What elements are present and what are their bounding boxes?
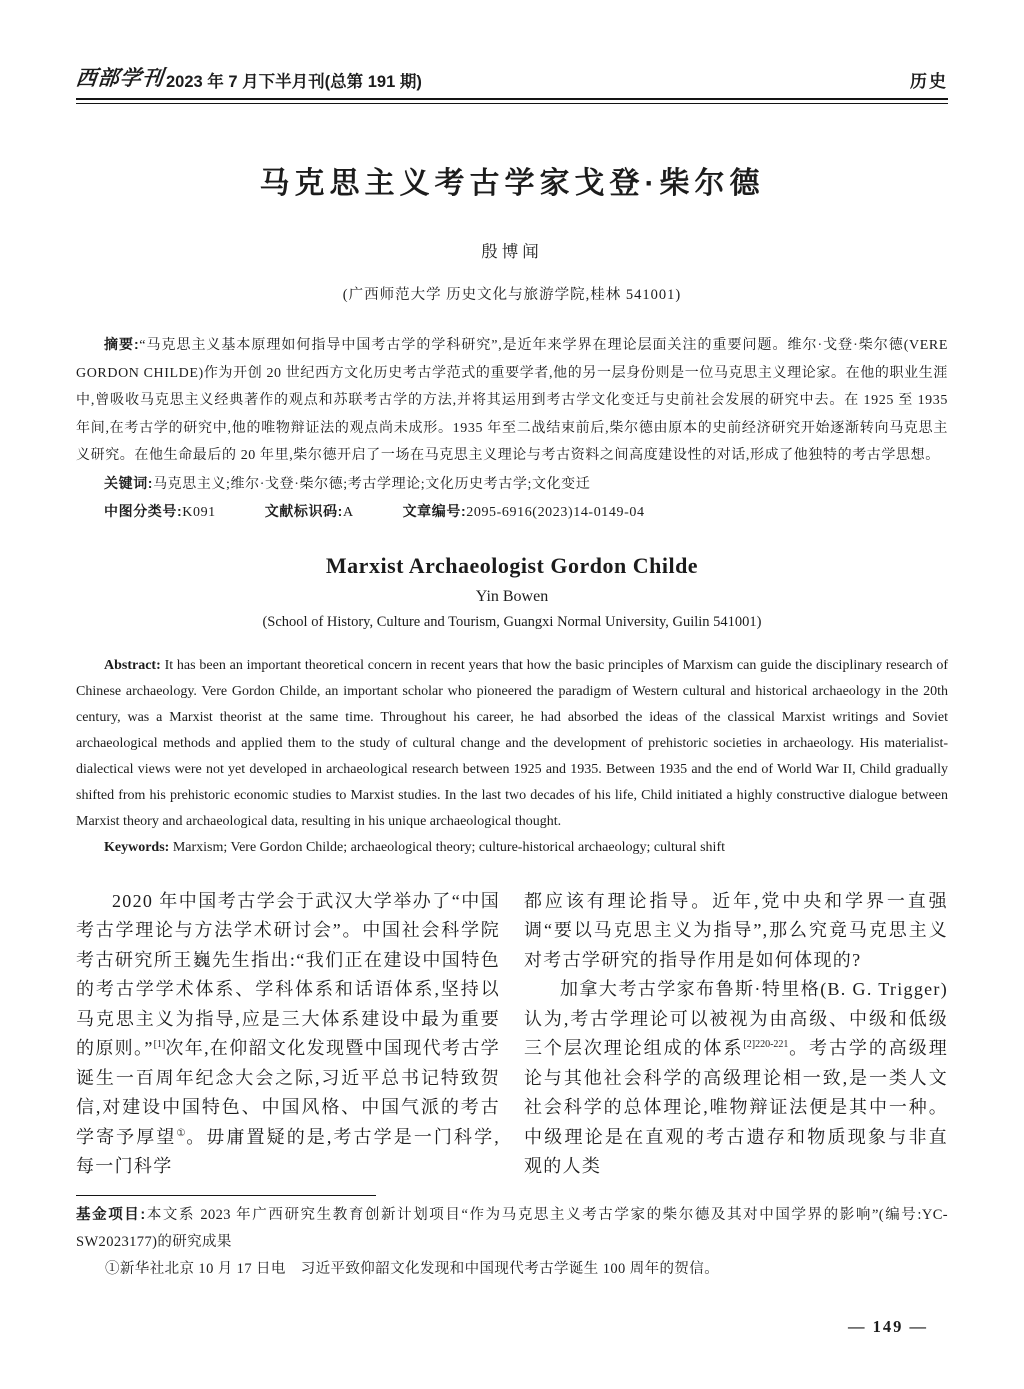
article-id-value: 2095-6916(2023)14-0149-04 bbox=[466, 505, 645, 520]
clc-label: 中图分类号: bbox=[104, 503, 183, 519]
footnote-text-block bbox=[76, 1202, 948, 1283]
abstract-paragraph bbox=[76, 331, 948, 470]
english-keywords-text: Marxism; Vere Gordon Childe; archaeological theory; culture-historical archaeology; cultural shift bbox=[172, 839, 726, 855]
english-author: Yin Bowen bbox=[475, 587, 549, 605]
keywords-line bbox=[76, 470, 948, 499]
journal-logo: 西部学刊 bbox=[74, 66, 166, 90]
clc-value: K091 bbox=[182, 505, 216, 520]
fund-text: 本文系 2023 年广西研究生教育创新计划项目“作为马克思主义考古学家的柴尔德及其对中国学界的影响”(编号:YC-SW2023177)的研究成果 bbox=[76, 1206, 948, 1250]
footnote-separator bbox=[76, 1195, 376, 1196]
body-column-right bbox=[524, 887, 948, 1182]
page-number: — 149 — bbox=[848, 1317, 928, 1336]
body-columns bbox=[76, 887, 948, 1182]
doc-code-label: 文献标识码: bbox=[264, 503, 343, 519]
body-column-left bbox=[76, 887, 500, 1182]
keywords-text: 马克思主义;维尔·戈登·柴尔德;考古学理论;文化历史考古学;文化变迁 bbox=[153, 476, 591, 492]
english-title: Marxist Archaeologist Gordon Childe bbox=[325, 552, 699, 578]
header-left bbox=[76, 62, 422, 92]
doc-code-value: A bbox=[342, 505, 354, 520]
article-id-label: 文章编号: bbox=[402, 503, 467, 519]
english-abstract-paragraph bbox=[76, 653, 948, 835]
keywords-label: 关键词: bbox=[104, 474, 154, 491]
header-rule-thick bbox=[76, 98, 948, 100]
body-paragraph: 都应该有理论指导。近年,党中央和学界一直强调“要以马克思主义为指导”,那么究竟马克思主义对考古学研究的指导作用是如何体现的? bbox=[524, 890, 948, 970]
english-keywords-label: Keywords: bbox=[104, 839, 170, 855]
footnote-1: ①新华社北京 10 月 17 日电 习近平致仰韶文化发现和中国现代考古学诞生 100 周年的贺信。 bbox=[105, 1260, 720, 1277]
journal-issue-info: 2023 年 7 月下半月刊(总第 191 期) bbox=[166, 73, 422, 91]
article-author: 殷博闻 bbox=[481, 242, 543, 261]
page-header bbox=[76, 62, 948, 92]
clc-item bbox=[104, 505, 216, 520]
footnote-area bbox=[76, 1195, 948, 1283]
english-affiliation: (School of History, Culture and Tourism, Guangxi Normal University, Guilin 541001) bbox=[262, 613, 762, 630]
english-abstract-label: Abstract: bbox=[104, 657, 161, 673]
header-rule-thin bbox=[76, 103, 948, 104]
english-abstract-block bbox=[76, 653, 948, 861]
fund-label: 基金项目: bbox=[76, 1206, 146, 1223]
section-label: 历史 bbox=[910, 72, 948, 91]
doc-code-item bbox=[265, 505, 354, 520]
abstract-text: “马克思主义基本原理如何指导中国考古学的学科研究”,是近年来学界在理论层面关注的重要问题。维尔·戈登·柴尔德(VERE GORDON CHILDE)作为开创 20 世纪西方文化历史考古学范式的重要学者,他的另一层身份则是一位马克思主义理论家。在他的职业生涯中,曾吸收马克思主义经典著作的观点和苏联考古学的方法,并将其运用到考古学文化变迁与史前社会发展的研究中去。在 1925 至 1935 年间,在考古学的研究中,他的唯物辩证法的观点尚未成形。1935 年至二战结束前后,柴尔德由原本的史前经济研究开始逐渐转向马克思主义研究。在他生命最后的 20 年里,柴尔德开启了一场在马克思主义理论与考古资料之间高度建设性的对话,形成了他独特的考古学思想。 bbox=[76, 338, 948, 463]
english-keywords-line bbox=[76, 835, 948, 861]
classification-line bbox=[76, 498, 948, 527]
article-title: 马克思主义考古学家戈登·柴尔德 bbox=[259, 167, 765, 200]
article-id-item bbox=[403, 505, 645, 520]
article-affiliation: (广西师范大学 历史文化与旅游学院,桂林 541001) bbox=[342, 287, 682, 303]
abstract-label: 摘要: bbox=[104, 336, 140, 352]
chinese-abstract-block bbox=[76, 331, 948, 527]
english-abstract-text: It has been an important theoretical concern in recent years that how the basic principles of Marxism can guide the disciplinary research of Chinese archaeology. Vere Gordon Childe, an important scholar who pioneered the paradigm of Western cultural and historical archaeology in the 20th century, was a Marxist theorist at the same time. Throughout his career, he had absorbed the ideas of the classical Marxist writings and Soviet archaeological methods and applied them to the study of cultural change and the development of prehistoric societies in archaeology. His materialist-dialectical views were not yet developed in archaeological research between 1925 and 1935. Between 1935 and the end of World War II, Child gradually shifted from his prehistoric economic studies to Marxist studies. In the last two decades of his life, Child initiated a highly constructive dialogue between Marxist theory and archaeological data, resulting in his unique archaeological thought. bbox=[76, 657, 948, 829]
body-paragraph: 2020 年中国考古学会于武汉大学举办了“中国考古学理论与方法学术研讨会”。中国社会科学院考古研究所王巍先生指出:“我们正在建设中国特色的考古学学术体系、学科体系和话语体系,坚持以马克思主义为指导,应是三大体系建设中最为重要的原则。”[1]次年,在仰韶文化发现暨中国现代考古学诞生一百周年纪念大会之际,习近平总书记特致贺信,对建设中国特色、中国风格、中国气派的考古学寄予厚望①。毋庸置疑的是,考古学是一门科学,每一门科学 bbox=[76, 890, 501, 1176]
body-paragraph: 加拿大考古学家布鲁斯·特里格(B. G. Trigger)认为,考古学理论可以被视为由高级、中级和低级三个层次理论组成的体系$^{[2]220-221}$。考古学的高级理论与其他社会科学的高级理论相一致,是一类人文社会科学的总体理论,唯物辩证法便是其中一种。中级理论是在直观的考古遗存和物质现象与非直观的人类 bbox=[524, 979, 948, 1176]
fund-note bbox=[76, 1202, 948, 1256]
